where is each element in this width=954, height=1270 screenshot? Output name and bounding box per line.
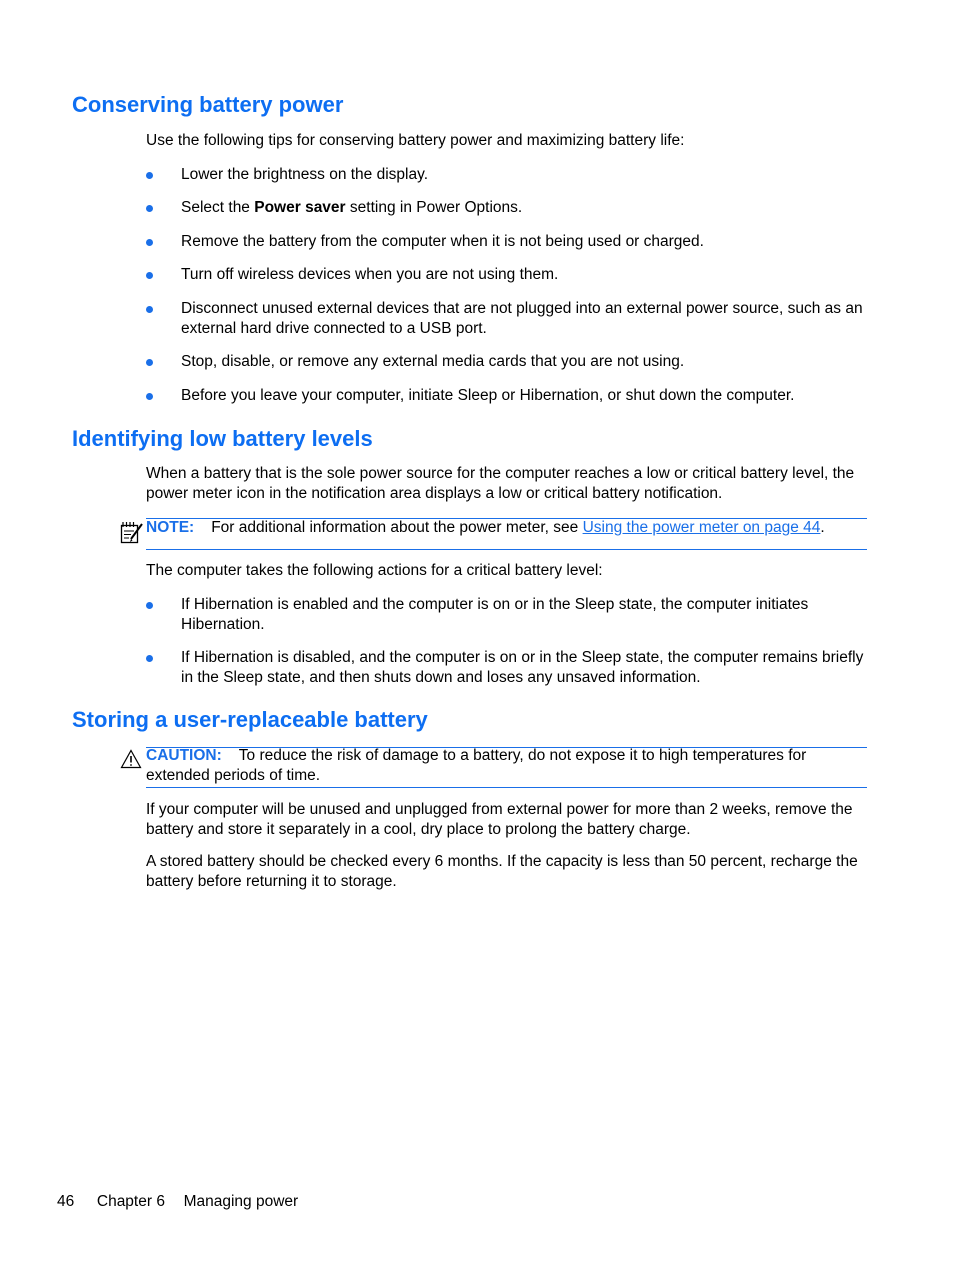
heading-conserving-battery-power: Conserving battery power: [72, 92, 344, 117]
note-pad-icon: [119, 520, 145, 546]
bullet-icon: [146, 239, 153, 246]
list-item: Before you leave your computer, initiate Sleep or Hibernation, or shut down the computer.: [181, 387, 795, 404]
page-number: 46: [57, 1193, 75, 1210]
note-text: NOTE: For additional information about the power meter, see Using the power meter on page 44.: [146, 519, 825, 536]
list-item: If Hibernation is enabled and the computer is on or in the Sleep state, the computer initiates Hibernation.: [181, 596, 809, 633]
list-item: Turn off wireless devices when you are not using them.: [181, 266, 559, 283]
section1-intro: Use the following tips for conserving battery power and maximizing battery life:: [146, 132, 685, 149]
bullet-icon: [146, 393, 153, 400]
page-footer: [57, 1192, 298, 1212]
note-label: NOTE:: [146, 519, 195, 536]
list-item: Stop, disable, or remove any external media cards that you are not using.: [181, 353, 685, 370]
caution-bottom-rule: [146, 787, 867, 788]
critical-actions-intro: The computer takes the following actions for a critical battery level:: [146, 562, 603, 579]
chapter-label: Chapter 6: [96, 1193, 165, 1210]
bullet-icon: [146, 172, 153, 179]
heading-storing-user-replaceable-battery: Storing a user-replaceable battery: [72, 707, 428, 732]
list-item: Select the Power saver setting in Power Options.: [181, 199, 523, 216]
list-item: If Hibernation is disabled, and the computer is on or in the Sleep state, the computer remains briefly in the Sleep state, and then shuts down and loses any unsaved information.: [181, 649, 864, 686]
bullet-icon: [146, 602, 153, 609]
power-saver-term: Power saver: [254, 199, 346, 216]
bullet-icon: [146, 306, 153, 313]
list-item: Disconnect unused external devices that are not plugged into an external power source, such as an external hard drive connected to a USB port.: [181, 300, 863, 337]
bullet-icon: [146, 272, 153, 279]
caution-text: CAUTION: To reduce the risk of damage to a battery, do not expose it to high temperatures for extended periods of time.: [146, 747, 807, 784]
warning-triangle-icon: [120, 749, 142, 769]
chapter-title: Managing power: [183, 1193, 299, 1210]
caution-label: CAUTION:: [146, 747, 222, 764]
bullet-icon: [146, 205, 153, 212]
bullet-icon: [146, 655, 153, 662]
power-meter-link[interactable]: Using the power meter on page 44: [582, 519, 821, 536]
list-item: Lower the brightness on the display.: [181, 166, 429, 183]
check-paragraph: A stored battery should be checked every 6 months. If the capacity is less than 50 percent, recharge the battery before returning it to storage.: [146, 853, 858, 890]
section2-intro: When a battery that is the sole power source for the computer reaches a low or critical battery level, the power meter icon in the notification area displays a low or critical battery notification.: [146, 465, 855, 502]
list-item: Remove the battery from the computer when it is not being used or charged.: [181, 233, 704, 250]
heading-identifying-low-battery-levels: Identifying low battery levels: [72, 426, 373, 451]
note-bottom-rule: [146, 549, 867, 550]
storage-paragraph: If your computer will be unused and unplugged from external power for more than 2 weeks, remove the battery and store it separately in a cool, dry place to prolong the battery charge.: [146, 801, 853, 838]
bullet-icon: [146, 359, 153, 366]
